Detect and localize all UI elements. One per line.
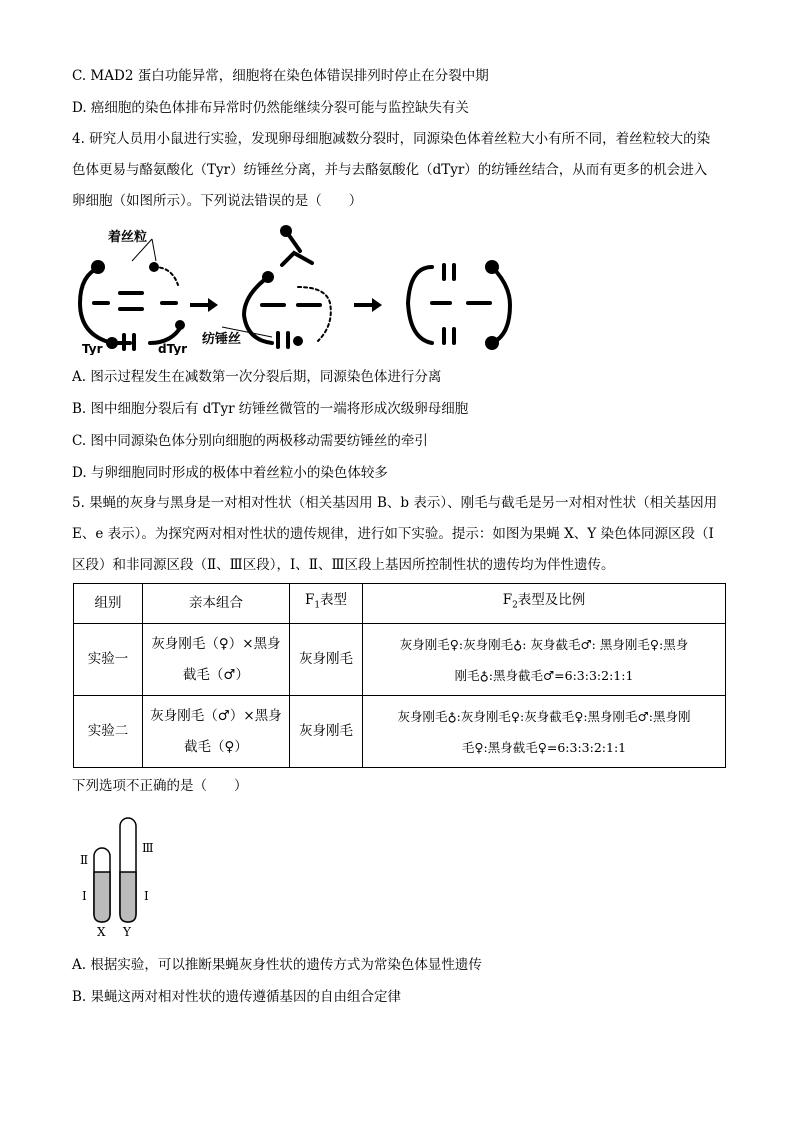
label-region-ii: Ⅱ [80,853,89,867]
table-row [74,624,726,696]
q4-option-d: D. 与卵细胞同时形成的极体中着丝粒小的染色体较多 [72,465,388,481]
table-header-row [74,584,726,624]
row-parents: 灰身刚毛（♂）×黑身 截毛（♀） [143,696,290,768]
label-centromere: 着丝粒 [108,230,148,245]
genetics-table [73,583,726,768]
q4-option-a: A. 图示过程发生在减数第一次分裂后期，同源染色体进行分离 [72,369,442,385]
label-tyr: Tyr [82,342,103,355]
q5-option-a: A. 根据实验，可以推断果蝇灰身性状的遗传方式为常染色体显性遗传 [72,957,482,973]
label-dtyr: dTyr [158,342,188,355]
label-region-i-left: I [82,889,87,903]
header-group: 组别 [74,584,143,624]
row-f1: 灰身刚毛 [290,696,363,768]
q5-option-b: B. 果蝇这两对相对性状的遗传遵循基因的自由组合定律 [72,989,402,1005]
q3-option-c: C. MAD2 蛋白功能异常，细胞将在染色体错误排列时停止在分裂中期 [72,68,489,84]
header-parents: 亲本组合 [143,584,290,624]
header-f2: $F_2$表型及比例 [363,584,726,624]
label-y: Y [123,925,131,936]
q5-stem: 5. 果蝇的灰身与黑身是一对相对性状（相关基因用 B、b 表示）、刚毛与截毛是另一对相对性状（相关基因用 E、e 表示）。为探究两对相对性状的遗传规律，进行如下实验。提示：如图为果蝇 X、Y 染色体同源区段（Ⅰ区段）和非同源区段（Ⅱ、Ⅲ区段），Ⅰ、Ⅱ、Ⅲ区段上基因所控制性状的遗传均为伴性遗传。 [72,495,718,573]
q4-stem: 4. 研究人员用小鼠进行实验，发现卵母细胞减数分裂时，同源染色体着丝粒大小有所不同，着丝粒较大的染色体更易与酪氨酸化（Tyr）纺锤丝分离，并与去酪氨酸化（dTyr）的纺锤丝结合，从而有更多的机会进入卵细胞（如图所示）。下列说法错误的是（ ） [72,131,711,209]
centromere-spindle-figure [72,225,512,355]
row-group: 实验二 [74,696,143,768]
label-spindle: 纺锤丝 [202,332,242,347]
row-f2: 灰身刚毛♀:灰身刚毛♁: 灰身截毛♂: 黑身刚毛♀:黑身 刚毛♁:黑身截毛♂=6:3:3:2:1:1 [363,624,726,696]
row-f2: 灰身刚毛♁:灰身刚毛♀:灰身截毛♀:黑身刚毛♂:黑身刚 毛♀:黑身截毛♀=6:3:3:2:1:1 [363,696,726,768]
q4-option-c: C. 图中同源染色体分别向细胞的两极移动需要纺锤丝的牵引 [72,433,428,449]
header-f1: $F_1$表型 [290,584,363,624]
label-region-i-right: I [144,889,149,903]
q4-option-b: B. 图中细胞分裂后有 dTyr 纺锤丝微管的一端将形成次级卵母细胞 [72,401,469,417]
row-parents: 灰身刚毛（♀）×黑身 截毛（♂） [143,624,290,696]
xy-chromosome-figure [72,812,182,936]
q5-followup: 下列选项不正确的是（ ） [72,778,248,794]
table-row [74,696,726,768]
row-group: 实验一 [74,624,143,696]
q3-option-d: D. 癌细胞的染色体排布异常时仍然能继续分裂可能与监控缺失有关 [72,100,469,116]
label-x: X [97,925,106,936]
row-f1: 灰身刚毛 [290,624,363,696]
label-region-iii: Ⅲ [142,841,154,855]
